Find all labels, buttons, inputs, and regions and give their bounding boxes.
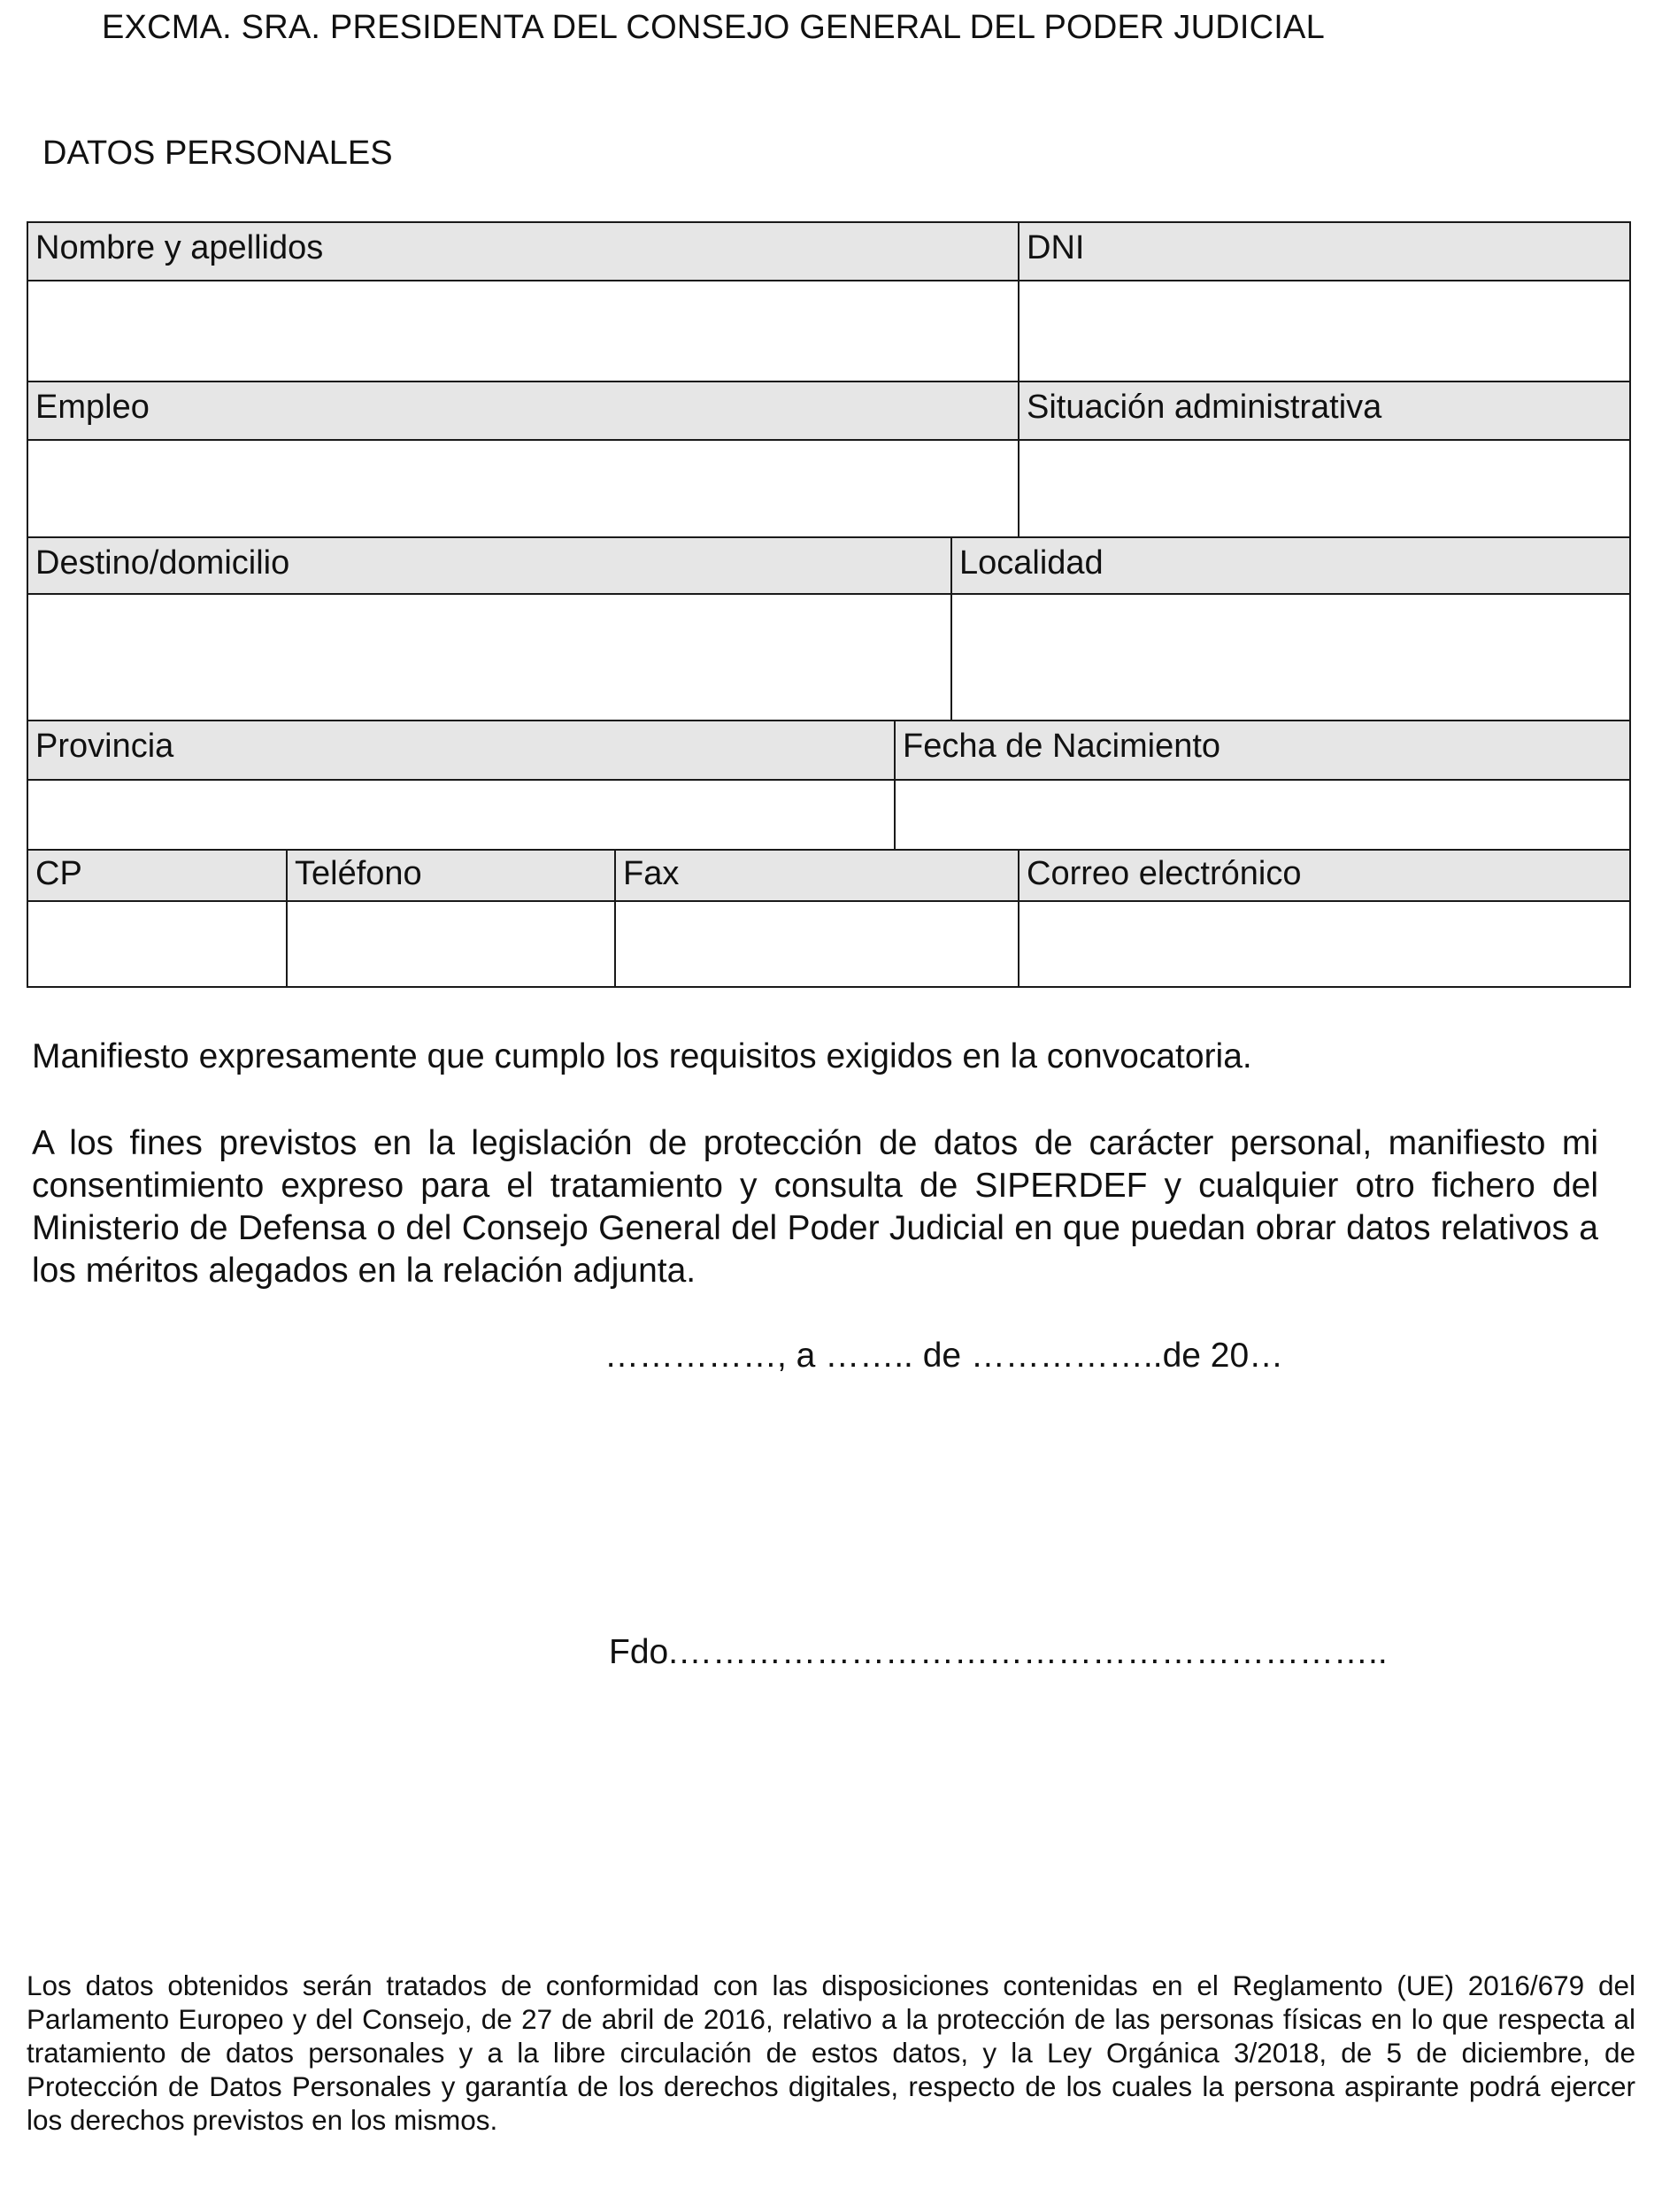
label-cell-correo: [1020, 851, 1631, 900]
label-cell-situacion: [1020, 382, 1631, 439]
label-localidad: Localidad: [959, 544, 1104, 582]
telefono-input[interactable]: [288, 902, 616, 986]
destino-input[interactable]: [28, 595, 952, 720]
situacion-input[interactable]: [1020, 441, 1631, 536]
data-protection-note: Los datos obtenidos serán tratados de conformidad con las disposiciones contenidas en el Reglamento (UE) 2016/679 del Parlamento Europeo y del Consejo, de 27 de abril de 2016, relativo a la protección de las personas físicas en lo que respecta al tratamiento de datos personales y a la libre circulación de estos datos, y la Ley Orgánica 3/2018, de 5 de diciembre, de Protección de Datos Personales y garantía de los derechos digitales, respecto de los cuales la persona aspirante podrá ejercer los derechos previstos en los mismos.: [27, 1969, 1635, 2136]
form-input-row: [28, 441, 1629, 538]
date-place-line[interactable]: ……………, a …….. de ……………..de 20…: [604, 1337, 1284, 1375]
label-fax: Fax: [623, 855, 680, 892]
label-nombre: Nombre y apellidos: [35, 229, 324, 266]
form-label-row: [28, 538, 1629, 595]
localidad-input[interactable]: [952, 595, 1631, 720]
empleo-input[interactable]: [28, 441, 1020, 536]
label-fecha-nacimiento: Fecha de Nacimiento: [903, 728, 1221, 765]
form-label-row: [28, 721, 1629, 781]
form-input-row: [28, 781, 1629, 851]
label-cell-nombre: [28, 223, 1020, 280]
label-cell-empleo: [28, 382, 1020, 439]
label-cell-destino: [28, 538, 952, 593]
label-cell-localidad: [952, 538, 1631, 593]
form-input-row: [28, 595, 1629, 721]
label-cell-cp: [28, 851, 288, 900]
label-cell-fax: [616, 851, 1020, 900]
label-situacion: Situación administrativa: [1027, 389, 1382, 426]
form-input-row: [28, 281, 1629, 382]
label-cell-dni: [1020, 223, 1631, 280]
fecha-nacimiento-input[interactable]: [896, 781, 1631, 849]
label-cp: CP: [35, 855, 82, 892]
label-empleo: Empleo: [35, 389, 150, 426]
label-dni: DNI: [1027, 229, 1085, 266]
form-label-row: [28, 851, 1629, 902]
section-title: DATOS PERSONALES: [42, 135, 393, 172]
consent-text: A los fines previstos en la legislación de protección de datos de carácter personal, manifiesto mi consentimiento expreso para el tratamiento y consulta de SIPERDEF y cualquier otro fichero del Ministerio de Defensa o del Consejo General del Poder Judicial en que puedan obrar datos relativos a los méritos alegados en la relación adjunta.: [32, 1124, 1598, 1290]
form-label-row: [28, 223, 1629, 281]
fax-input[interactable]: [616, 902, 1020, 986]
label-provincia: Provincia: [35, 728, 174, 765]
form-label-row: [28, 382, 1629, 441]
personal-data-form: [27, 221, 1631, 988]
label-correo: Correo electrónico: [1027, 855, 1302, 892]
label-destino: Destino/domicilio: [35, 544, 290, 582]
label-cell-telefono: [288, 851, 616, 900]
label-cell-provincia: [28, 721, 896, 779]
label-telefono: Teléfono: [295, 855, 422, 892]
addressee-title: EXCMA. SRA. PRESIDENTA DEL CONSEJO GENERAL DEL PODER JUDICIAL: [102, 9, 1325, 46]
correo-input[interactable]: [1020, 902, 1631, 986]
declaration-text: Manifiesto expresamente que cumplo los requisitos exigidos en la convocatoria.: [32, 1037, 1252, 1075]
cp-input[interactable]: [28, 902, 288, 986]
label-cell-fecha-nacimiento: [896, 721, 1631, 779]
form-input-row: [28, 902, 1629, 986]
nombre-input[interactable]: [28, 281, 1020, 381]
dni-input[interactable]: [1020, 281, 1631, 381]
signature-line[interactable]: Fdo.……………………………………………………..: [609, 1633, 1388, 1671]
provincia-input[interactable]: [28, 781, 896, 849]
